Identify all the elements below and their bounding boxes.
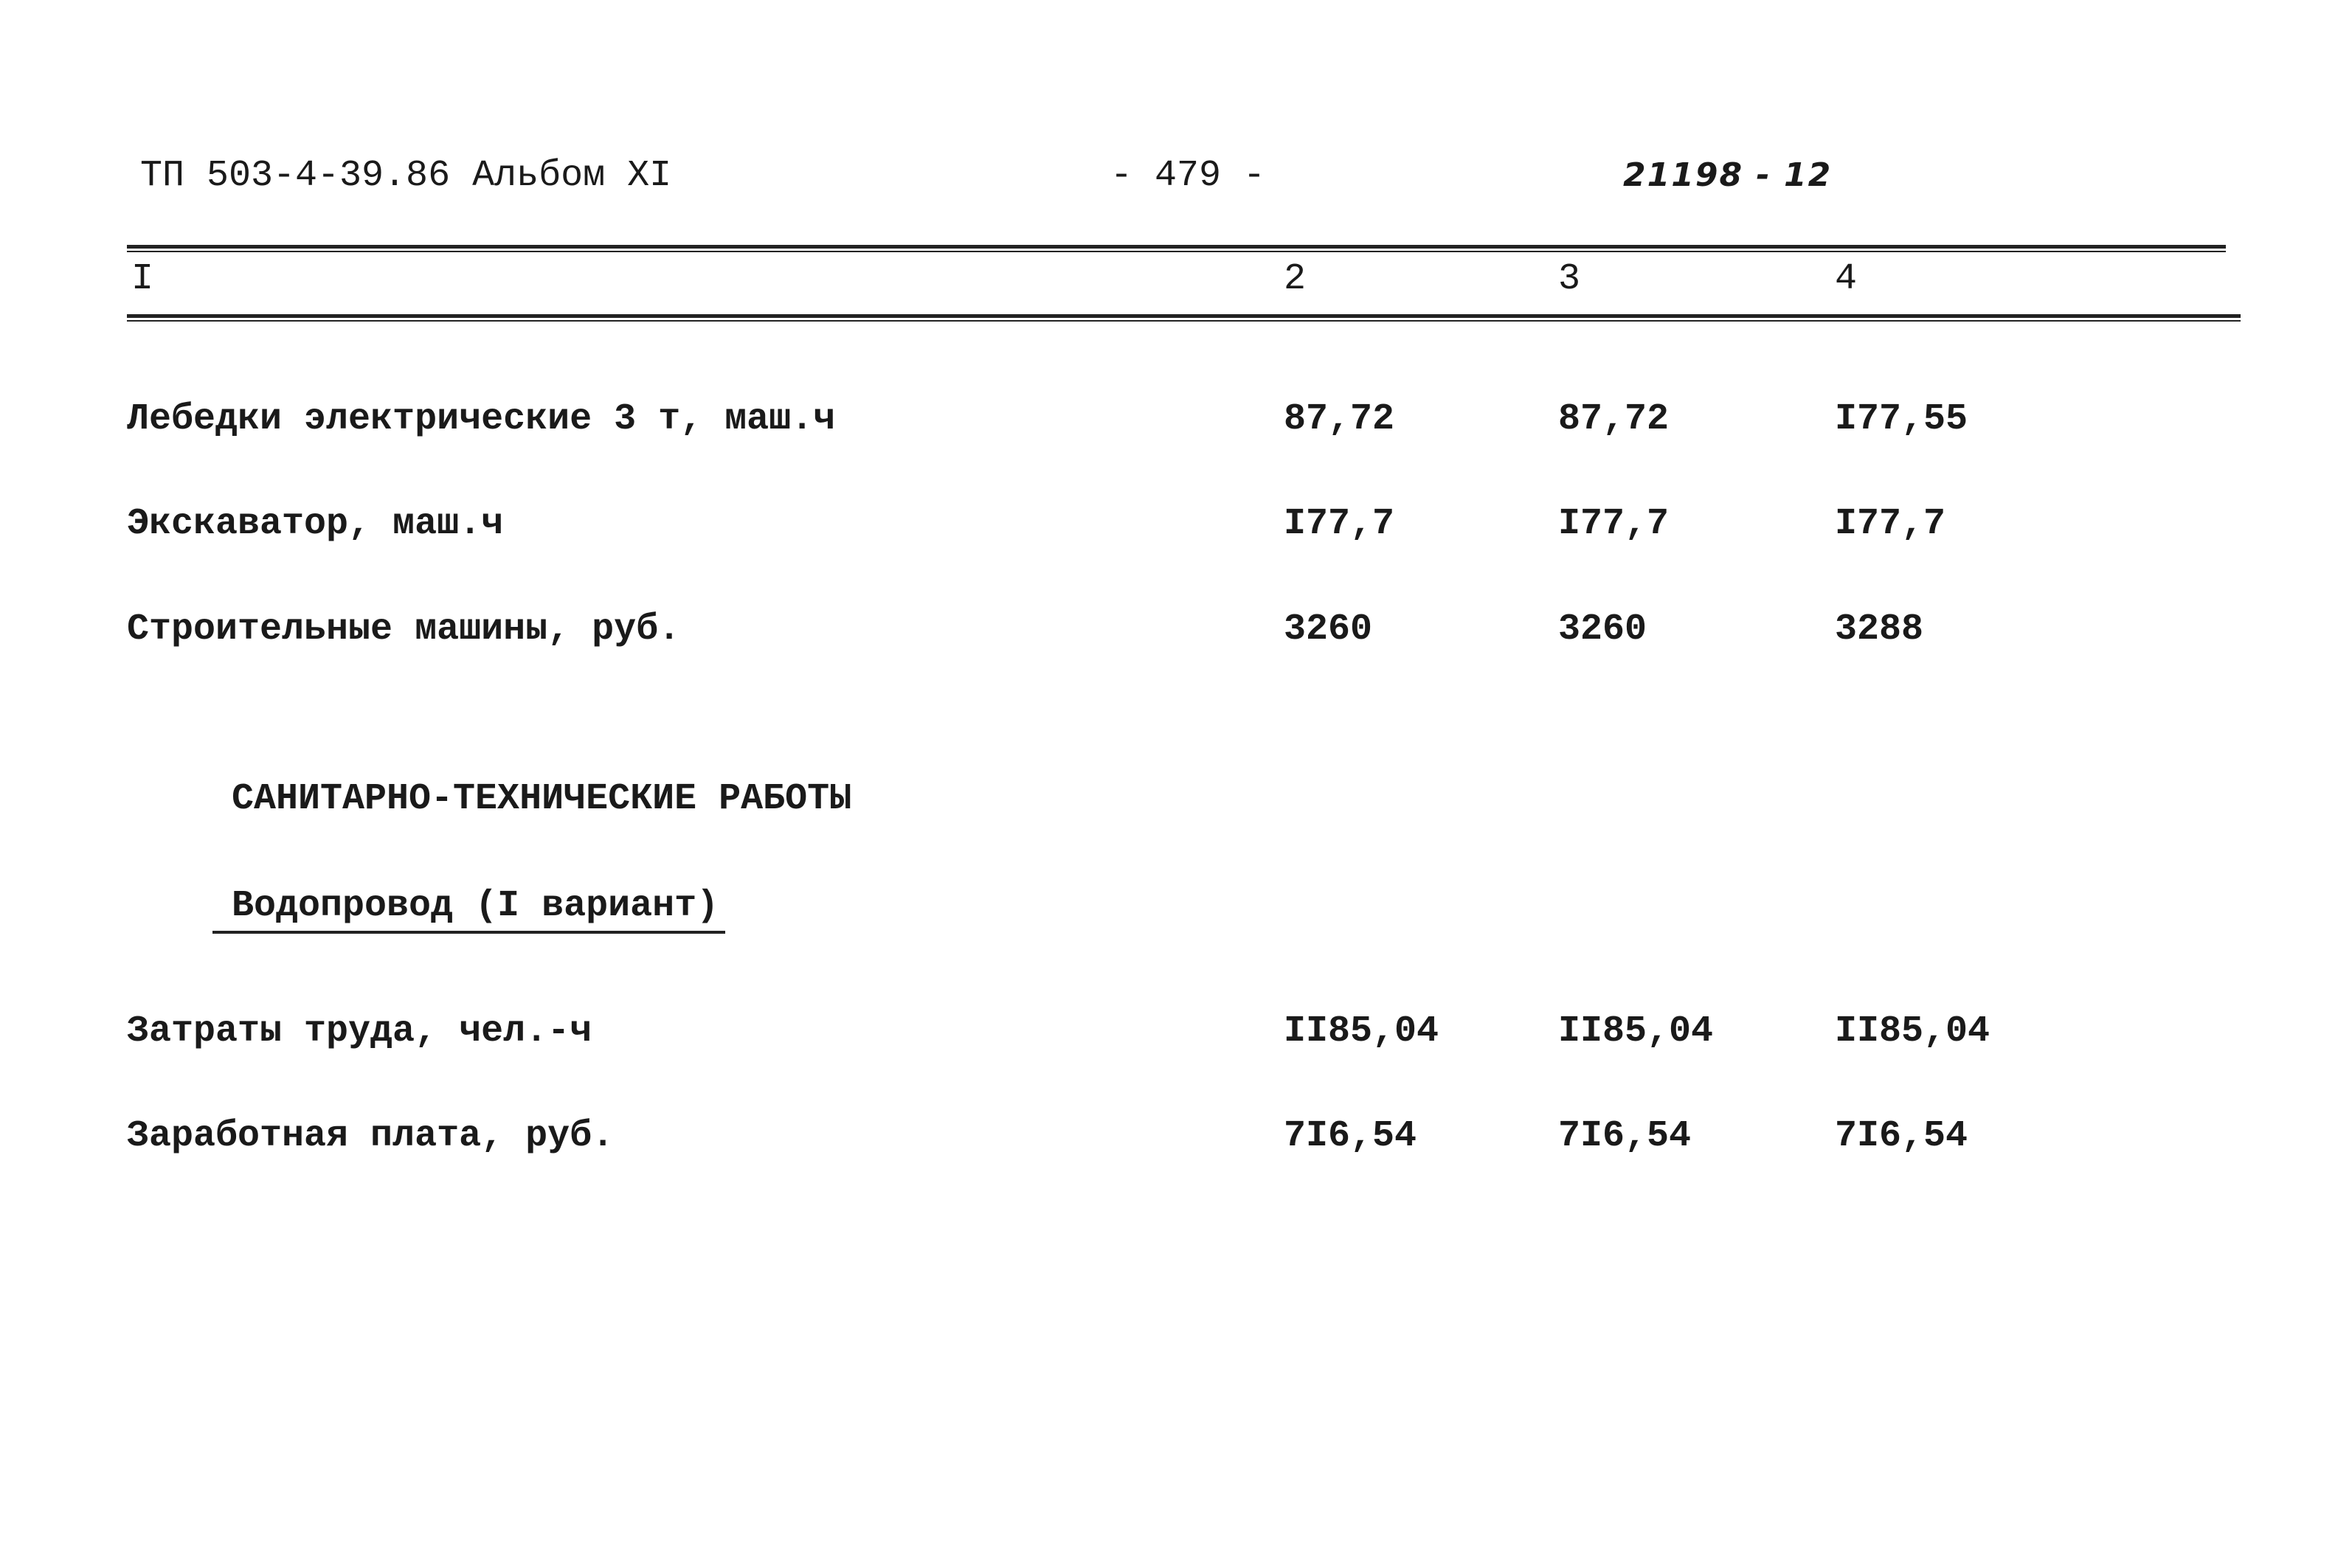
table-top-rule-inner [127, 251, 2226, 252]
row-value-col4: I77,55 [1835, 398, 1968, 440]
row-value-col2: I77,7 [1284, 503, 1395, 545]
section-title: САНИТАРНО-ТЕХНИЧЕСКИЕ РАБОТЫ [232, 778, 852, 820]
column-header-2: 2 [1284, 258, 1307, 300]
row-value-col2: 7I6,54 [1284, 1115, 1417, 1157]
row-value-col2: 87,72 [1284, 398, 1395, 440]
row-label: Лебедки электрические 3 т, маш.ч [127, 398, 836, 440]
row-value-col3: II85,04 [1558, 1010, 1714, 1052]
row-value-col3: 3260 [1558, 608, 1647, 651]
inventory-number: 21198 - 12 [1623, 156, 1833, 194]
page-number: - 479 - [1110, 155, 1266, 197]
table-header-bottom-rule [127, 314, 2241, 318]
row-value-col3: 87,72 [1558, 398, 1670, 440]
row-label: Затраты труда, чел.-ч [127, 1010, 592, 1052]
row-label: Экскаватор, маш.ч [127, 503, 504, 545]
row-label: Заработная плата, руб. [127, 1115, 615, 1157]
row-value-col4: I77,7 [1835, 503, 1946, 545]
row-value-col4: 7I6,54 [1835, 1115, 1968, 1157]
table-header-bottom-rule-inner [127, 320, 2241, 322]
document-reference: ТП 503-4-39.86 Альбом XI [140, 155, 672, 197]
row-value-col3: 7I6,54 [1558, 1115, 1692, 1157]
subsection-underline [212, 931, 725, 934]
row-value-col4: 3288 [1835, 608, 1924, 651]
column-header-1: I [131, 258, 154, 300]
row-value-col2: 3260 [1284, 608, 1373, 651]
subsection-title: Водопровод (I вариант) [232, 885, 719, 927]
row-label: Строительные машины, руб. [127, 608, 681, 651]
column-header-4: 4 [1835, 258, 1858, 300]
table-top-rule [127, 245, 2226, 249]
row-value-col2: II85,04 [1284, 1010, 1439, 1052]
row-value-col3: I77,7 [1558, 503, 1670, 545]
column-header-3: 3 [1558, 258, 1581, 300]
row-value-col4: II85,04 [1835, 1010, 1990, 1052]
